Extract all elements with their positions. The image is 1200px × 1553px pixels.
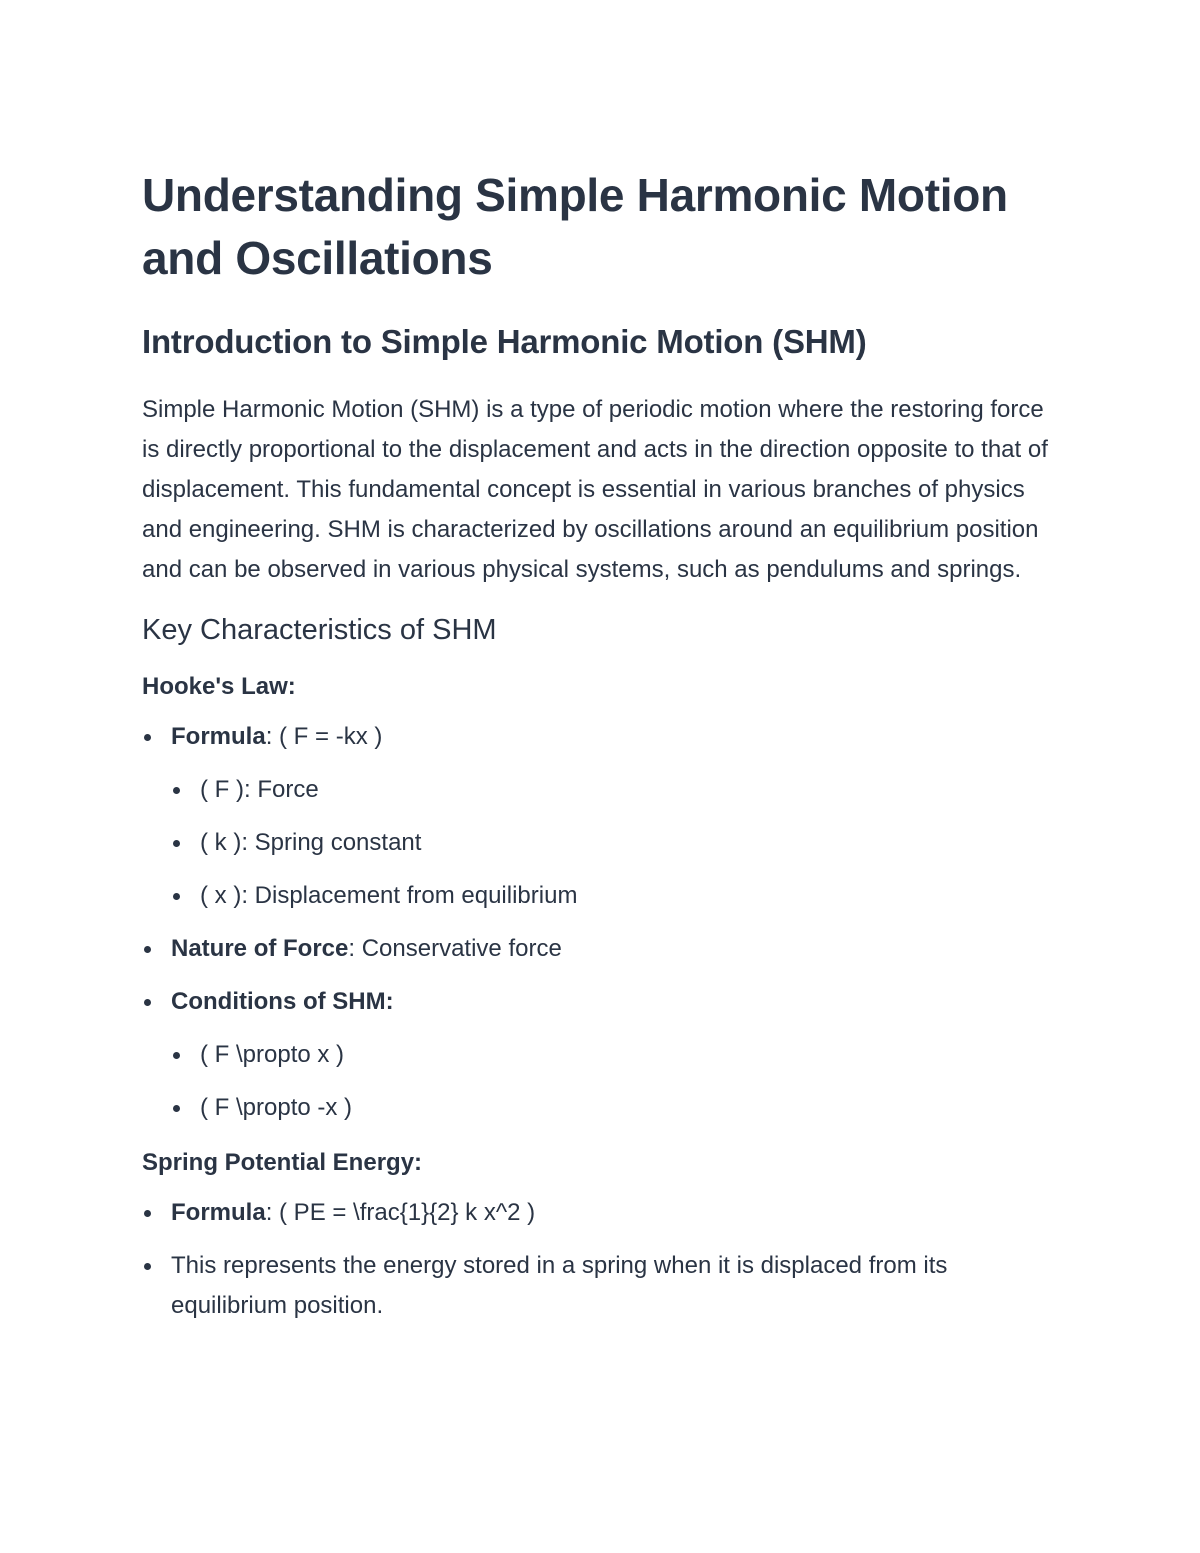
bullet-icon bbox=[144, 999, 151, 1006]
document-page bbox=[142, 164, 1067, 1326]
spring-description: This represents the energy stored in a spring when it is displaced from its equilibrium position. bbox=[171, 1252, 948, 1319]
list-item bbox=[171, 876, 1067, 916]
bullet-icon bbox=[173, 1105, 180, 1112]
list-item bbox=[171, 1035, 1067, 1075]
intro-heading: Introduction to Simple Harmonic Motion (SHM) bbox=[142, 323, 867, 360]
formula-text: : ( PE = \frac{1}{2} k x^2 ) bbox=[265, 1199, 536, 1226]
conditions-label: Conditions of SHM: bbox=[171, 988, 394, 1015]
variable-text: ( x ): Displacement from equilibrium bbox=[200, 882, 578, 909]
condition-text: ( F \propto -x ) bbox=[200, 1094, 353, 1121]
bullet-icon bbox=[144, 1210, 151, 1217]
bullet-icon bbox=[173, 840, 180, 847]
document-title: Understanding Simple Harmonic Motion and Oscillations bbox=[142, 169, 1008, 284]
formula-variables-list bbox=[171, 770, 1067, 916]
formula-label: Formula bbox=[171, 1199, 266, 1226]
intro-paragraph: Simple Harmonic Motion (SHM) is a type of periodic motion where the restoring force is directly proportional to the displacement and acts in the direction opposite to that of displacement. This fundamental concept is essential in various branches of physics and engineering. SHM is characterized by oscillations around an equilibrium position and can be observed in various physical systems, such as pendulums and springs. bbox=[142, 396, 1048, 583]
hookes-law-label: Hooke's Law: bbox=[142, 673, 296, 700]
conditions-list bbox=[171, 1035, 1067, 1128]
variable-text: ( k ): Spring constant bbox=[200, 829, 422, 856]
spring-energy-list bbox=[142, 1193, 1067, 1326]
formula-label: Formula bbox=[171, 723, 266, 750]
list-item bbox=[142, 929, 1067, 969]
bullet-icon bbox=[173, 893, 180, 900]
spring-energy-label: Spring Potential Energy: bbox=[142, 1149, 423, 1176]
list-item bbox=[142, 717, 1067, 916]
list-item bbox=[142, 1246, 1067, 1326]
bullet-icon bbox=[144, 946, 151, 953]
list-item bbox=[142, 982, 1067, 1128]
list-item bbox=[171, 823, 1067, 863]
bullet-icon bbox=[173, 1052, 180, 1059]
hookes-law-list bbox=[142, 717, 1067, 1128]
variable-text: ( F ): Force bbox=[200, 776, 319, 803]
list-item bbox=[142, 1193, 1067, 1233]
list-item bbox=[171, 770, 1067, 810]
nature-text: : Conservative force bbox=[348, 935, 562, 962]
key-characteristics-heading: Key Characteristics of SHM bbox=[142, 614, 497, 646]
bullet-icon bbox=[144, 1263, 151, 1270]
condition-text: ( F \propto x ) bbox=[200, 1041, 345, 1068]
bullet-icon bbox=[173, 787, 180, 794]
list-item bbox=[171, 1088, 1067, 1128]
bullet-icon bbox=[144, 734, 151, 741]
formula-text: : ( F = -kx ) bbox=[265, 723, 383, 750]
nature-label: Nature of Force bbox=[171, 935, 349, 962]
